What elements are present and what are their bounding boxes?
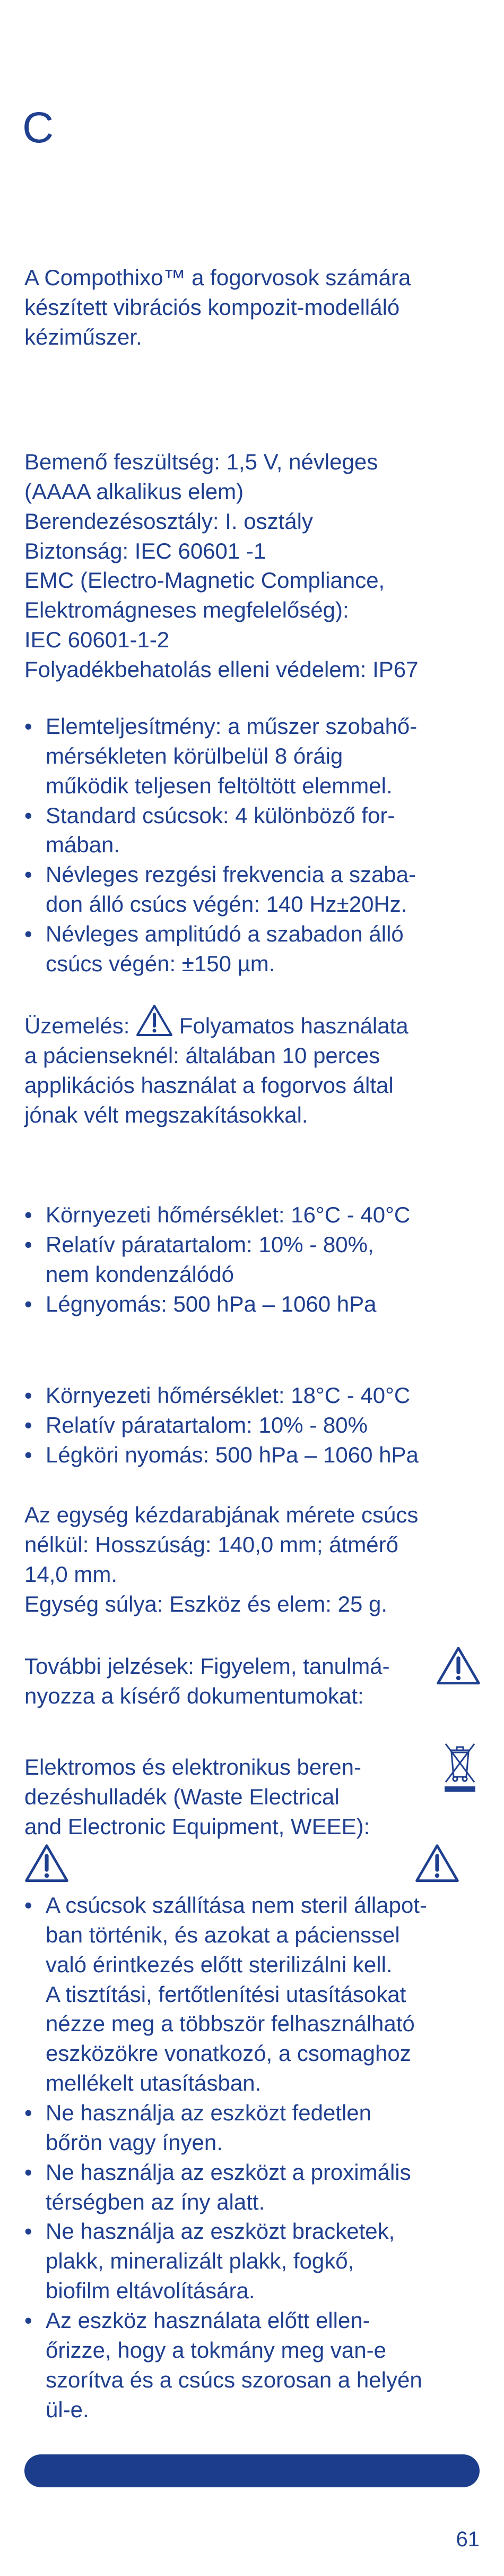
list-item-line: csúcs végén: ±150 µm. (46, 951, 275, 976)
intro-line: A Compothixo™ a fogorvosok számára (24, 265, 411, 290)
list-item (24, 801, 480, 860)
list-item (24, 1200, 480, 1230)
list-item-line: nem kondenzálódó (46, 1261, 234, 1287)
list-item-line: szorítva és a csúcs szorosan a helyén (46, 2367, 422, 2392)
list-item-line: A tisztítási, fertőtlenítési utasításokat (46, 1981, 406, 2007)
intro-line: készített vibrációs kompozit-modelláló (24, 294, 400, 320)
spec-line: Elektromágneses megfelelőség): (24, 597, 349, 623)
list-item-line: • Légköri nyomás: 500 hPa – 1060 hPa (46, 1442, 419, 1467)
list-item-line: • Ne használja az eszközt fedetlen (46, 2100, 372, 2126)
list-item-line: don álló csúcs végén: 140 Hz±20Hz. (46, 892, 407, 917)
list-item-line: • Környezeti hőmérséklet: 18°C - 40°C (46, 1383, 411, 1408)
list-item-line: • Névleges amplitúdó a szabadon álló (46, 921, 404, 947)
spec-line: Biztonság: IEC 60601 -1 (24, 538, 266, 563)
operation-label: Üzemelés: (24, 1013, 130, 1038)
list-item-line: ül-e. (46, 2397, 89, 2422)
intro-line: kéziműszer. (24, 324, 142, 349)
list-item (24, 1890, 480, 2098)
spec-line: Bemenő feszültség: 1,5 V, névleges (24, 449, 378, 474)
warnings-list (24, 1890, 480, 2424)
list-item-line: • Ne használja az eszközt a proximális (46, 2159, 411, 2185)
list-item (24, 712, 480, 801)
list-item (24, 2158, 480, 2217)
list-item-line: plakk, mineralizált plakk, fogkő, (46, 2248, 354, 2274)
operation-line: a pácienseknél: általában 10 perces (24, 1042, 380, 1068)
warning-icon (24, 1843, 69, 1883)
list-item-line: • Környezeti hőmérséklet: 16°C - 40°C (46, 1202, 411, 1227)
list-item-line: • Standard csúcsok: 4 különböző for- (46, 802, 395, 828)
list-item (24, 1410, 480, 1440)
operation-line: applikációs használat a fogorvos által (24, 1072, 394, 1098)
dimensions-line: Egység súlya: Eszköz és elem: 25 g. (24, 1591, 387, 1616)
list-item (24, 2306, 480, 2424)
list-item (24, 2216, 480, 2306)
dimensions-line: nélkül: Hosszúság: 140,0 mm; átmérő (24, 1531, 398, 1557)
specs-paragraph (24, 447, 480, 684)
list-item (24, 860, 480, 919)
list-item-line: biofilm eltávolítására. (46, 2278, 255, 2304)
weee-line: Elektromos és elektronikus beren- (24, 1755, 361, 1779)
dimensions-paragraph (24, 1500, 480, 1619)
list-item-line: bőrön vagy ínyen. (46, 2129, 223, 2155)
list-item (24, 2098, 480, 2158)
crossed-bin-icon (444, 1740, 476, 1793)
spec-line: IEC 60601-1-2 (24, 627, 170, 653)
list-item (24, 1230, 480, 1289)
list-item-line: térségben az íny alatt. (46, 2189, 265, 2214)
page-number: 61 (456, 2528, 480, 2551)
list-item-line: • Az eszköz használata előtt ellen- (46, 2308, 370, 2333)
list-item-line: • Relatív páratartalom: 10% - 80%, (46, 1231, 374, 1257)
list-item-line: • A csúcsok szállítása nem steril állapot- (46, 1893, 427, 1918)
operation-paragraph (24, 1004, 480, 1129)
list-item-line: • Névleges rezgési frekvencia a szaba- (46, 862, 416, 887)
list-item-line: mellékelt utasításban. (46, 2070, 262, 2096)
list-item-line: őrizze, hogy a tokmány meg van-e (46, 2337, 386, 2363)
dimensions-line: Az egység kézdarabjának mérete csúcs (24, 1502, 419, 1527)
list-item-line: • Légnyomás: 500 hPa – 1060 hPa (46, 1291, 377, 1316)
list-item-line: • Relatív páratartalom: 10% - 80% (46, 1412, 368, 1437)
intro-paragraph (24, 263, 480, 352)
list-item-line: működik teljesen feltöltött elemmel. (46, 773, 393, 798)
further-line: nyozza a kísérő dokumentumokat: (24, 1683, 364, 1708)
operation-first-line-rest: Folyamatos használata (179, 1013, 409, 1038)
warning-icon (436, 1645, 481, 1685)
list-item-line: mérsékleten körülbelül 8 óráig (46, 743, 343, 768)
storage-environment-list (24, 1381, 480, 1470)
operating-environment-list (24, 1200, 480, 1319)
list-item-line: • Elemteljesítmény: a műszer szobahő- (46, 714, 418, 739)
list-item (24, 1440, 480, 1470)
warning-icon (415, 1843, 459, 1883)
section-letter: C (22, 104, 54, 152)
list-item-line: való érintkezés előtt sterilizálni kell. (46, 1952, 393, 1977)
operation-first-line (24, 1004, 480, 1041)
list-item (24, 1381, 480, 1410)
list-item-line: eszközökre vonatkozó, a csomaghoz (46, 2041, 411, 2066)
list-item (24, 919, 480, 979)
further-markings-paragraph (24, 1651, 430, 1711)
further-line: További jelzések: Figyelem, tanulmá- (24, 1654, 390, 1679)
weee-line: and Electronic Equipment, WEEE): (24, 1813, 370, 1839)
spec-line: Berendezésosztály: I. osztály (24, 508, 313, 534)
performance-list (24, 712, 480, 979)
spec-line: EMC (Electro-Magnetic Compliance, (24, 568, 385, 593)
spec-line: Folyadékbehatolás elleni védelem: IP67 (24, 657, 419, 682)
list-item (24, 1289, 480, 1319)
weee-line: dezéshulladék (Waste Electrical (24, 1784, 340, 1809)
operation-line: jónak vélt megszakításokkal. (24, 1102, 308, 1127)
spec-line: (AAAA alkalikus elem) (24, 478, 244, 504)
warning-icon (136, 1004, 173, 1037)
list-item-line: • Ne használja az eszközt bracketek, (46, 2219, 395, 2244)
dimensions-line: 14,0 mm. (24, 1561, 118, 1587)
weee-paragraph (24, 1752, 430, 1842)
list-item-line: nézze meg a többször felhasználható (46, 2011, 415, 2036)
list-item-line: ban történik, és azokat a pácienssel (46, 1922, 400, 1947)
footer-bar (24, 2454, 480, 2487)
list-item-line: mában. (46, 832, 120, 858)
